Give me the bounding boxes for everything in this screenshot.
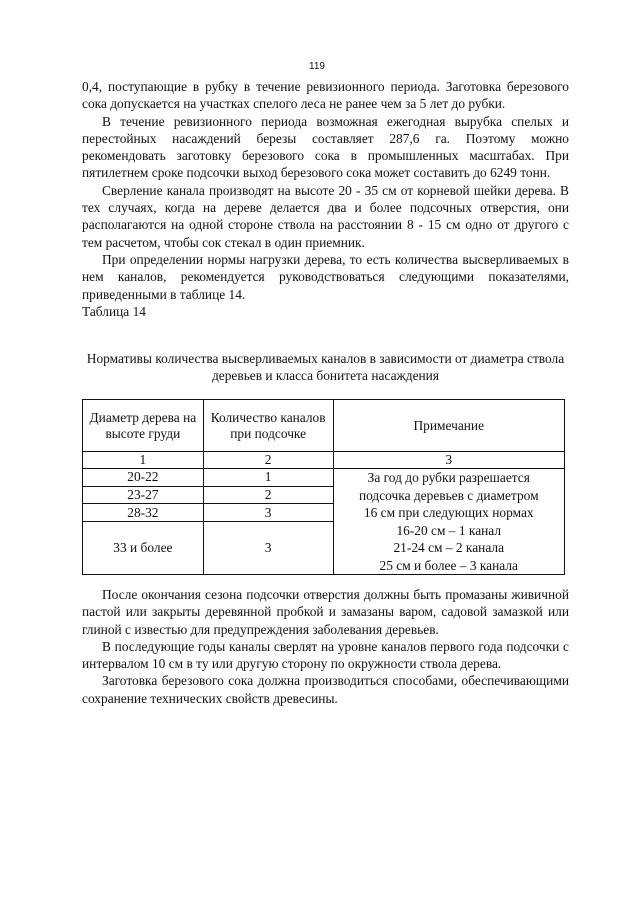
note-line: 21-24 см – 2 канала (393, 540, 505, 555)
note-line: За год до рубки разрешается (367, 470, 530, 485)
note-line: 16 см при следующих нормах (363, 505, 534, 520)
paragraph-6: В последующие годы каналы сверлят на уровне каналов первого года подсочки с интервалом 10 см в ту или другую сторону по окружности ствола дерева. (82, 638, 569, 672)
paragraph-7: Заготовка березового сока должна производиться способами, обеспечивающими сохранение технических свойств древесины. (82, 673, 569, 706)
paragraph-5: После окончания сезона подсочки отверстия должны быть промазаны живичной пастой или закрыты деревянной пробкой и замазаны варом, садовой замазкой или глиной с известью для предупреждения заболевания деревьев. (82, 587, 569, 637)
text-block-top (82, 78, 569, 320)
column-number-2: 2 (203, 452, 333, 469)
cell-channels: 3 (203, 521, 333, 574)
norms-table (82, 399, 565, 575)
paragraph-2: В течение ревизионного периода возможная ежегодная вырубка спелых и перестойных насаждений березы составляет 287,6 га. Поэтому можно рекомендовать заготовку березового сока в промышленных масштабах. При пятилетнем сроке подсочки выход березового сока может составить до 6249 тонн. (82, 113, 569, 181)
text-block-bottom (82, 586, 569, 707)
header-diameter: Диаметр дерева на высоте груди (83, 400, 204, 452)
cell-diameter: 33 и более (83, 521, 204, 574)
cell-channels: 2 (203, 486, 333, 504)
page-number: 119 (309, 61, 325, 72)
cell-diameter: 23-27 (83, 486, 204, 504)
cell-note (333, 469, 564, 575)
table-row (83, 469, 565, 487)
paragraph-1: 0,4, поступающие в рубку в течение ревизионного периода. Заготовка березового сока допускается на участках спелого леса не ранее чем за 5 лет до рубки. (82, 79, 569, 112)
table-caption: Нормативы количества высверливаемых каналов в зависимости от диаметра ствола деревьев и класса бонитета насаждения (86, 351, 565, 384)
header-channels: Количество каналов при подсочке (203, 400, 333, 452)
paragraph-3: Сверление канала производят на высоте 20 - 35 см от корневой шейки дерева. В тех случаях, когда на дереве делается два и более подсочных отверстия, они располагаются на одной стороне ствола на расстоянии 8 - 15 см одно от другого с тем расчетом, чтобы сок стекал в один приемник. (82, 182, 569, 250)
cell-channels: 1 (203, 469, 333, 487)
paragraph-4: При определении нормы нагрузки дерева, то есть количества высверливаемых в нем каналов, рекомендуется руководствоваться следующими показателями, приведенными в таблице 14. (82, 251, 569, 302)
cell-diameter: 28-32 (83, 504, 204, 522)
cell-channels: 3 (203, 504, 333, 522)
table-header-row (83, 400, 565, 452)
note-line: подсочка деревьев с диаметром (358, 487, 539, 503)
table-column-numbers-row (83, 452, 565, 469)
cell-diameter: 20-22 (83, 469, 204, 487)
note-line: 16-20 см – 1 канал (396, 522, 502, 538)
table-label: Таблица 14 (82, 303, 146, 319)
header-note: Примечание (333, 400, 564, 452)
note-line: 25 см и более – 3 канала (379, 557, 518, 573)
column-number-1: 1 (83, 452, 204, 469)
column-number-3: 3 (333, 452, 564, 469)
